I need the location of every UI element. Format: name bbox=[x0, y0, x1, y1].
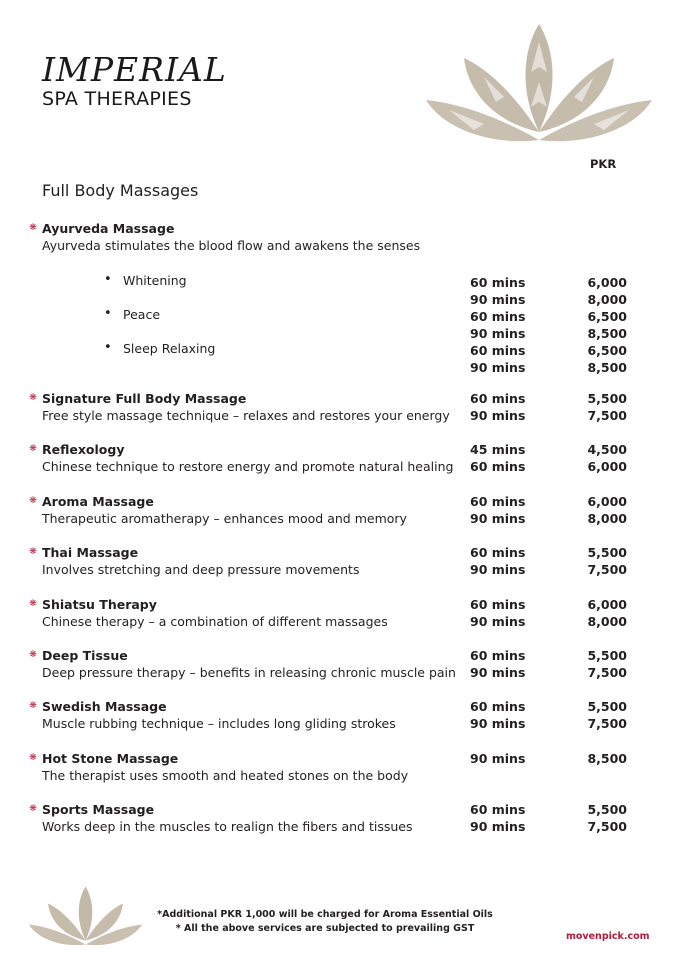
duration: 60 mins bbox=[470, 343, 526, 358]
treatment-description: The therapist uses smooth and heated stones on the body bbox=[42, 768, 409, 783]
duration: 60 mins bbox=[470, 275, 526, 290]
price: 8,500 bbox=[587, 751, 627, 766]
price: 7,500 bbox=[587, 408, 627, 423]
price: 4,500 bbox=[587, 442, 627, 457]
flower-bullet-icon: ❋ bbox=[29, 223, 37, 233]
treatment-description: Therapeutic aromatherapy – enhances mood and memory bbox=[42, 511, 407, 526]
price: 8,000 bbox=[587, 511, 627, 526]
brand-block bbox=[42, 52, 227, 110]
brand-title: IMPERIAL bbox=[42, 50, 227, 89]
price: 6,000 bbox=[587, 597, 627, 612]
duration: 60 mins bbox=[470, 459, 526, 474]
lotus-logo-icon bbox=[28, 885, 143, 951]
treatment-name: Ayurveda Massage bbox=[42, 221, 175, 236]
price: 6,500 bbox=[587, 309, 627, 324]
duration: 60 mins bbox=[470, 309, 526, 324]
price: 8,000 bbox=[587, 292, 627, 307]
treatment-description: Involves stretching and deep pressure movements bbox=[42, 562, 360, 577]
duration: 90 mins bbox=[470, 408, 526, 423]
treatment-name: Hot Stone Massage bbox=[42, 751, 179, 766]
price: 7,500 bbox=[587, 819, 627, 834]
treatment-name: Signature Full Body Massage bbox=[42, 391, 247, 406]
price: 8,500 bbox=[587, 360, 627, 375]
duration: 45 mins bbox=[470, 442, 526, 457]
treatment-name: Swedish Massage bbox=[42, 699, 167, 714]
flower-bullet-icon: ❋ bbox=[29, 547, 37, 557]
treatment-name: Aroma Massage bbox=[42, 494, 154, 509]
price: 6,000 bbox=[587, 494, 627, 509]
treatment-name: Shiatsu Therapy bbox=[42, 597, 157, 612]
duration: 60 mins bbox=[470, 545, 526, 560]
price: 6,500 bbox=[587, 343, 627, 358]
duration: 60 mins bbox=[470, 597, 526, 612]
flower-bullet-icon: ❋ bbox=[29, 599, 37, 609]
treatment-name: Thai Massage bbox=[42, 545, 139, 560]
price: 8,500 bbox=[587, 326, 627, 341]
flower-bullet-icon: ❋ bbox=[29, 496, 37, 506]
duration: 90 mins bbox=[470, 511, 526, 526]
treatment-name: Sports Massage bbox=[42, 802, 155, 817]
treatment-option bbox=[107, 307, 160, 322]
price: 5,500 bbox=[587, 545, 627, 560]
duration: 90 mins bbox=[470, 326, 526, 341]
duration: 60 mins bbox=[470, 699, 526, 714]
price: 7,500 bbox=[587, 665, 627, 680]
footnote-line: * All the above services are subjected to prevailing GST bbox=[175, 923, 475, 934]
duration: 90 mins bbox=[470, 614, 526, 629]
price: 7,500 bbox=[587, 562, 627, 577]
duration: 90 mins bbox=[470, 360, 526, 375]
price: 5,500 bbox=[587, 699, 627, 714]
price: 8,000 bbox=[587, 614, 627, 629]
flower-bullet-icon: ❋ bbox=[29, 650, 37, 660]
price: 5,500 bbox=[587, 648, 627, 663]
option-label: Peace bbox=[123, 307, 161, 322]
treatment-option bbox=[107, 341, 215, 356]
price: 5,500 bbox=[587, 391, 627, 406]
duration: 90 mins bbox=[470, 562, 526, 577]
treatment-description: Ayurveda stimulates the blood flow and awakens the senses bbox=[42, 238, 421, 253]
duration: 90 mins bbox=[470, 292, 526, 307]
price: 7,500 bbox=[587, 716, 627, 731]
duration: 90 mins bbox=[470, 665, 526, 680]
price: 6,000 bbox=[587, 275, 627, 290]
flower-bullet-icon: ❋ bbox=[29, 753, 37, 763]
price: 5,500 bbox=[587, 802, 627, 817]
treatment-description: Chinese technique to restore energy and promote natural healing bbox=[42, 459, 454, 474]
lotus-logo-icon bbox=[424, 22, 654, 152]
flower-bullet-icon: ❋ bbox=[29, 444, 37, 454]
duration: 90 mins bbox=[470, 716, 526, 731]
treatment-description: Deep pressure therapy – benefits in releasing chronic muscle pain bbox=[42, 665, 456, 680]
flower-bullet-icon: ❋ bbox=[29, 804, 37, 814]
brand-subtitle: SPA THERAPIES bbox=[42, 88, 192, 110]
treatment-description: Muscle rubbing technique – includes long gliding strokes bbox=[42, 716, 396, 731]
footnotes bbox=[150, 908, 500, 936]
duration: 60 mins bbox=[470, 391, 526, 406]
price: 6,000 bbox=[587, 459, 627, 474]
duration: 60 mins bbox=[470, 802, 526, 817]
treatment-description: Chinese therapy – a combination of different massages bbox=[42, 614, 388, 629]
option-label: Whitening bbox=[123, 273, 187, 288]
treatment-name: Deep Tissue bbox=[42, 648, 128, 663]
flower-bullet-icon: ❋ bbox=[29, 701, 37, 711]
option-label: Sleep Relaxing bbox=[123, 341, 216, 356]
duration: 60 mins bbox=[470, 648, 526, 663]
section-title: Full Body Massages bbox=[42, 181, 199, 200]
duration: 90 mins bbox=[470, 819, 526, 834]
website-link[interactable]: movenpick.com bbox=[566, 931, 650, 942]
treatment-option bbox=[107, 273, 187, 288]
treatment-description: Works deep in the muscles to realign the fibers and tissues bbox=[42, 819, 413, 834]
currency-label: PKR bbox=[590, 157, 617, 171]
duration: 90 mins bbox=[470, 751, 526, 766]
duration: 60 mins bbox=[470, 494, 526, 509]
treatment-name: Reflexology bbox=[42, 442, 125, 457]
treatment-description: Free style massage technique – relaxes and restores your energy bbox=[42, 408, 450, 423]
footnote-line: *Additional PKR 1,000 will be charged for Aroma Essential Oils bbox=[157, 909, 493, 920]
flower-bullet-icon: ❋ bbox=[29, 393, 37, 403]
